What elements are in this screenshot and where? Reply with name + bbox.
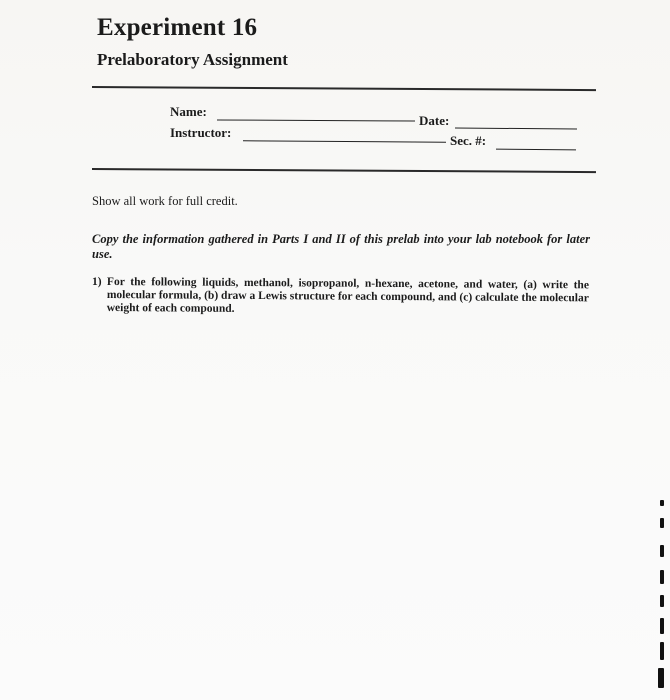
name-field[interactable] — [217, 119, 415, 121]
instructor-label: Instructor: — [170, 125, 232, 140]
question-text: For the following liquids, methanol, isopropanol, n-hexane, acetone, and water, (a) write the molecular formula, (b) draw a Lewis structure for each compound, and (c) calculate the molecular weight of each compound. — [106, 276, 589, 315]
instructor-field[interactable] — [243, 140, 446, 142]
date-field[interactable] — [455, 127, 577, 129]
name-label: Name: — [170, 104, 207, 119]
section-field[interactable] — [496, 149, 576, 151]
page-title: Experiment 16 — [97, 14, 258, 41]
question-number: 1) — [92, 276, 102, 288]
section-label: Sec. #: — [450, 133, 487, 148]
show-work-instruction: Show all work for full credit. — [92, 194, 238, 208]
fields-divider — [92, 168, 596, 173]
date-label: Date: — [419, 113, 450, 128]
page-edge-marks — [654, 500, 664, 700]
header-divider — [92, 86, 596, 91]
copy-instruction: Copy the information gathered in Parts I and II of this prelab into your lab notebook for later use. — [92, 232, 590, 261]
page-subtitle: Prelaboratory Assignment — [97, 50, 288, 69]
